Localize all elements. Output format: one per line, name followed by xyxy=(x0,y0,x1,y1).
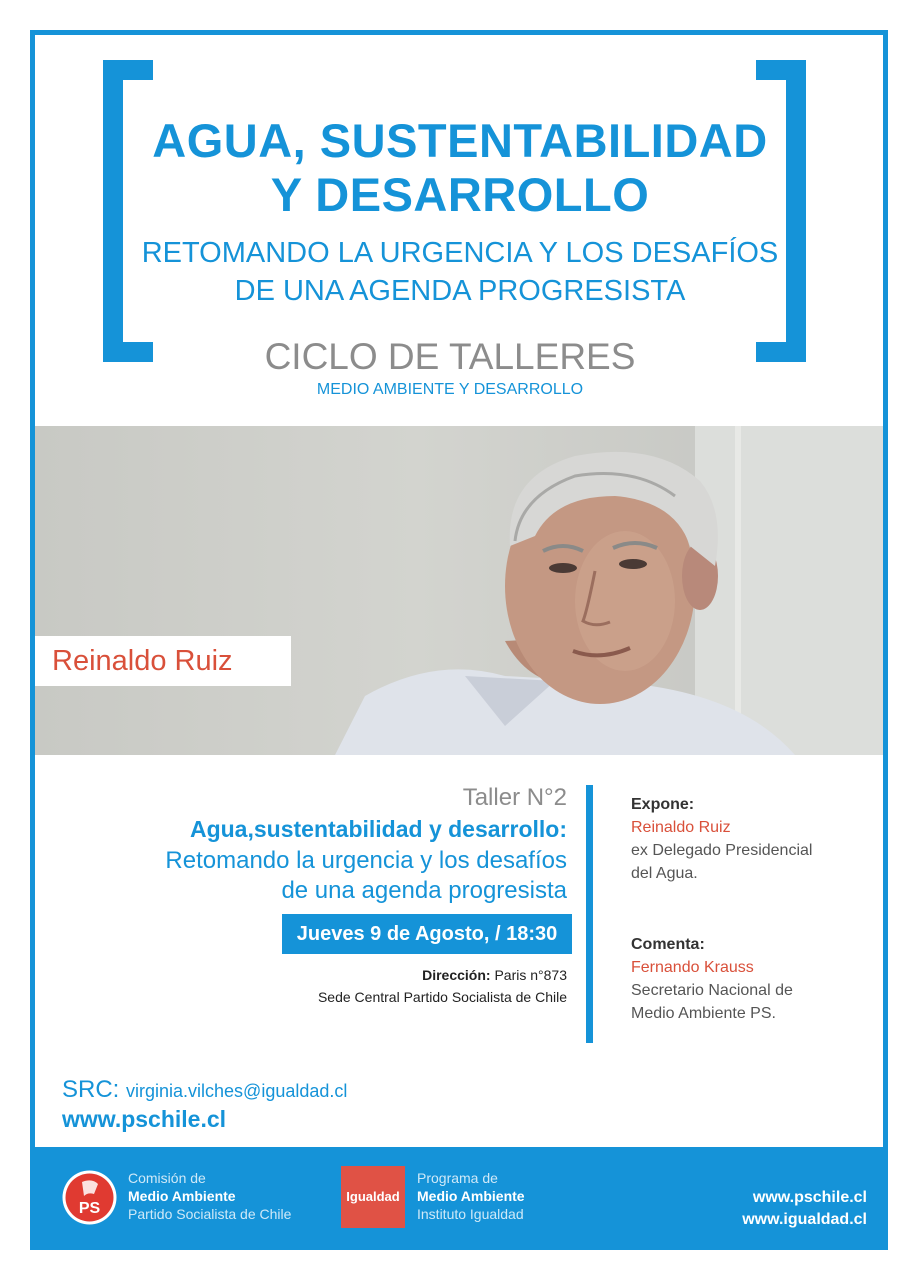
session-number: Taller N°2 xyxy=(462,784,567,811)
footer-sites xyxy=(742,1187,867,1231)
contact-line xyxy=(62,1075,347,1106)
comenta-name: Fernando Krauss xyxy=(631,959,754,976)
contact-email-link[interactable]: virginia.vilches@igualdad.cl xyxy=(126,1081,348,1101)
footer-site-igualdad[interactable]: www.igualdad.cl xyxy=(742,1211,867,1228)
comenta-role-line-1: Secretario Nacional de xyxy=(631,982,793,999)
speaker-name-tag: Reinaldo Ruiz xyxy=(35,636,291,686)
poster-title xyxy=(140,114,780,222)
website-link[interactable]: www.pschile.cl xyxy=(62,1106,227,1132)
ps-logo-text: PS xyxy=(78,1200,101,1217)
session-date: Jueves 9 de Agosto, / 18:30 xyxy=(282,914,572,954)
org2-line-1: Programa de xyxy=(417,1170,498,1186)
src-label: SRC: xyxy=(62,1076,120,1103)
cycle-subheading: MEDIO AMBIENTE Y DESARROLLO xyxy=(316,381,584,398)
ps-logo-icon xyxy=(62,1170,117,1225)
org-ps-block xyxy=(128,1169,291,1223)
session-address xyxy=(167,964,567,1008)
org1-line-1: Comisión de xyxy=(128,1170,206,1186)
title-line-2: Y DESARROLLO xyxy=(270,168,650,221)
cycle-heading: CICLO DE TALLERES xyxy=(264,336,636,377)
comenta-role-line-2: Medio Ambiente PS. xyxy=(631,1005,776,1022)
column-divider xyxy=(586,785,593,1043)
session-subtitle xyxy=(47,846,567,906)
org2-line-2: Medio Ambiente xyxy=(417,1188,525,1204)
comenta-block xyxy=(631,933,861,1025)
session-title: Agua,sustentabilidad y desarrollo: xyxy=(189,816,567,842)
session-subtitle-line-2: de una agenda progresista xyxy=(281,877,567,904)
expone-block xyxy=(631,793,861,885)
speaker-photo xyxy=(35,426,883,755)
title-line-1: AGUA, SUSTENTABILIDAD xyxy=(152,114,768,167)
expone-label: Expone: xyxy=(631,796,695,813)
igualdad-logo: Igualdad xyxy=(341,1166,405,1228)
expone-role-line-1: ex Delegado Presidencial xyxy=(631,842,813,859)
session-subtitle-line-1: Retomando la urgencia y los desafíos xyxy=(165,847,567,874)
org-igualdad-block xyxy=(417,1169,525,1223)
footer-site-pschile[interactable]: www.pschile.cl xyxy=(752,1189,867,1206)
expone-role-line-2: del Agua. xyxy=(631,865,698,882)
org2-line-3: Instituto Igualdad xyxy=(417,1206,524,1222)
org1-line-3: Partido Socialista de Chile xyxy=(128,1206,292,1222)
subtitle-line-2: DE UNA AGENDA PROGRESISTA xyxy=(234,275,686,307)
speaker-portrait-illustration xyxy=(35,426,883,755)
subtitle-line-1: RETOMANDO LA URGENCIA Y LOS DESAFÍOS xyxy=(141,237,779,269)
address-label: Dirección: xyxy=(422,967,491,983)
venue: Sede Central Partido Socialista de Chile xyxy=(317,989,567,1005)
poster-subtitle xyxy=(140,234,780,310)
expone-name: Reinaldo Ruiz xyxy=(631,819,731,836)
comenta-label: Comenta: xyxy=(631,936,705,953)
address-value: Paris n°873 xyxy=(490,967,567,983)
org1-line-2: Medio Ambiente xyxy=(128,1188,236,1204)
